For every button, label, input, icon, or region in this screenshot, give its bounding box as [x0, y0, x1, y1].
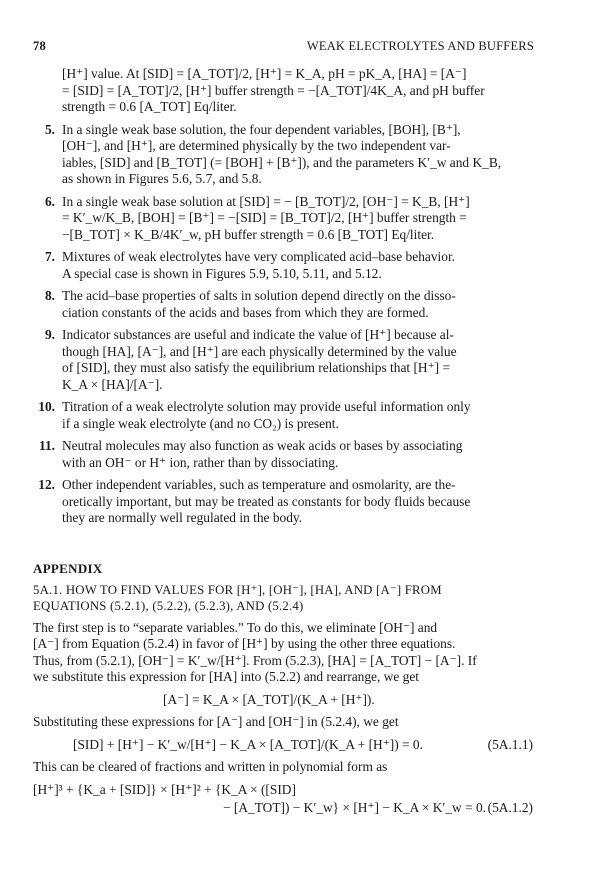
- text-line: of [SID], they must also satisfy the equilibrium relationships that [H⁺] =: [62, 360, 451, 375]
- item-number: 12.: [38, 477, 55, 492]
- text-line: = K′_w/K_B, [BOH] = [B⁺] = −[SID] = [B_TOT]/2, [H⁺] buffer strength =: [62, 210, 467, 225]
- equation-expression: − [A_TOT]) − K′_w} × [H⁺] − K_A × K′_w = 0.: [223, 800, 487, 815]
- text-line: Substituting these expressions for [A⁻] and [OH⁻] in (5.2.4), we get: [33, 714, 399, 729]
- text-line: oretically important, but may be treated as constants for body fluids because: [62, 493, 471, 509]
- continued-item-text: [33, 66, 533, 116]
- page-header: [33, 39, 534, 55]
- text-line: strength = 0.6 [A_TOT] Eq/liter.: [62, 99, 237, 114]
- summary-item-6: [33, 194, 533, 244]
- text-line: ciation constants of the acids and bases from which they are formed.: [62, 304, 429, 320]
- page-body: [33, 66, 533, 823]
- summary-item-11: [33, 438, 533, 471]
- section-title-line: EQUATIONS (5.2.1), (5.2.2), (5.2.3), AND (5.2.4): [33, 598, 304, 613]
- text-line: if a single weak electrolyte (and no CO₂) is present.: [62, 415, 339, 431]
- text-line: Other independent variables, such as temperature and osmolarity, are the-: [62, 477, 456, 492]
- text-line: though [HA], [A⁻], and [H⁺] are each physically determined by the value: [62, 343, 457, 359]
- item-number: 5.: [44, 121, 55, 137]
- item-number: 11.: [39, 438, 55, 453]
- text-line: Indicator substances are useful and indicate the value of [H⁺] because al-: [62, 327, 454, 342]
- text-line: they are normally well regulated in the body.: [62, 510, 303, 525]
- appendix-section-title: [33, 582, 533, 614]
- summary-item-5: [33, 122, 533, 188]
- text-line: This can be cleared of fractions and written in polynomial form as: [33, 759, 388, 774]
- equation-a-minus: [33, 692, 533, 709]
- text-line: Thus, from (5.2.1), [OH⁻] = K′_w/[H⁺]. From (5.2.3), [HA] = [A_TOT] − [A⁻]. If: [33, 652, 477, 668]
- summary-item-12: [33, 477, 533, 527]
- page-number: 78: [33, 39, 46, 53]
- text-line: Neutral molecules may also function as weak acids or bases by associating: [62, 438, 463, 453]
- summary-item-7: [33, 249, 533, 282]
- summary-item-9: [33, 327, 533, 393]
- text-line: as shown in Figures 5.6, 5.7, and 5.8.: [62, 171, 262, 186]
- text-line: The acid–base properties of salts in solution depend directly on the disso-: [62, 288, 456, 303]
- summary-item-10: [33, 399, 533, 432]
- equation-number: (5A.1.1): [487, 736, 533, 752]
- item-number: 9.: [44, 327, 55, 342]
- equation-5A-1-1: [33, 737, 533, 754]
- item-number: 7.: [44, 249, 55, 264]
- item-number: 6.: [44, 193, 55, 209]
- equation-expression: [SID] + [H⁺] − K′_w/[H⁺] − K_A × [A_TOT]/(K_A + [H⁺]) = 0.: [73, 736, 423, 752]
- text-line: Titration of a weak electrolyte solution may provide useful information only: [62, 399, 471, 414]
- text-line: with an OH⁻ or H⁺ ion, rather than by dissociating.: [62, 454, 339, 470]
- appendix-paragraph: [33, 620, 533, 686]
- item-number: 8.: [44, 288, 55, 303]
- equation-expression: [A⁻] = K_A × [A_TOT]/(K_A + [H⁺]).: [163, 691, 375, 707]
- appendix-heading: APPENDIX: [33, 560, 103, 576]
- equation-number: (5A.1.2): [487, 800, 533, 815]
- text-line: −[B_TOT] × K_B/4K′_w, pH buffer strength = 0.6 [B_TOT] Eq/liter.: [62, 226, 435, 242]
- text-line: In a single weak base solution at [SID] = − [B_TOT]/2, [OH⁻] = K_B, [H⁺]: [62, 193, 470, 209]
- appendix-paragraph: [33, 759, 533, 776]
- text-line: [OH⁻], and [H⁺], are determined physically by the two independent var-: [62, 138, 451, 153]
- text-line: = [SID] = [A_TOT]/2, [H⁺] buffer strength = −[A_TOT]/4K_A, and pH buffer: [62, 82, 485, 98]
- text-line: A special case is shown in Figures 5.9, 5.10, 5.11, and 5.12.: [62, 265, 382, 281]
- running-title: WEAK ELECTROLYTES AND BUFFERS: [306, 39, 534, 53]
- item-number: 10.: [38, 399, 55, 414]
- text-line: [A⁻] from Equation (5.2.4) in favor of [H⁺] by using the other three equations.: [33, 636, 456, 651]
- text-line: In a single weak base solution, the four dependent variables, [BOH], [B⁺],: [62, 121, 461, 137]
- equation-5A-1-2-line1: [33, 782, 533, 799]
- section-title-line: 5A.1. HOW TO FIND VALUES FOR [H⁺], [OH⁻], [HA], AND [A⁻] FROM: [33, 582, 442, 597]
- text-line: we substitute this expression for [HA] into (5.2.2) and rearrange, we get: [33, 669, 419, 684]
- summary-item-8: [33, 288, 533, 321]
- equation-expression: [H⁺]³ + {K_a + [SID]} × [H⁺]² + {K_A × ([SID]: [33, 781, 296, 797]
- text-line: The first step is to “separate variables.” To do this, we eliminate [OH⁻] and: [33, 619, 438, 635]
- text-line: Mixtures of weak electrolytes have very complicated acid–base behavior.: [62, 249, 456, 264]
- text-line: K_A × [HA]/[A⁻].: [62, 376, 163, 392]
- appendix-paragraph: [33, 714, 533, 731]
- text-line: [H⁺] value. At [SID] = [A_TOT]/2, [H⁺] = K_A, pH = pK_A, [HA] = [A⁻]: [62, 66, 467, 81]
- text-line: iables, [SID] and [B_TOT] (= [BOH] + [B⁺]), and the parameters K′_w and K_B,: [62, 154, 502, 170]
- equation-5A-1-2-line2: [33, 800, 533, 817]
